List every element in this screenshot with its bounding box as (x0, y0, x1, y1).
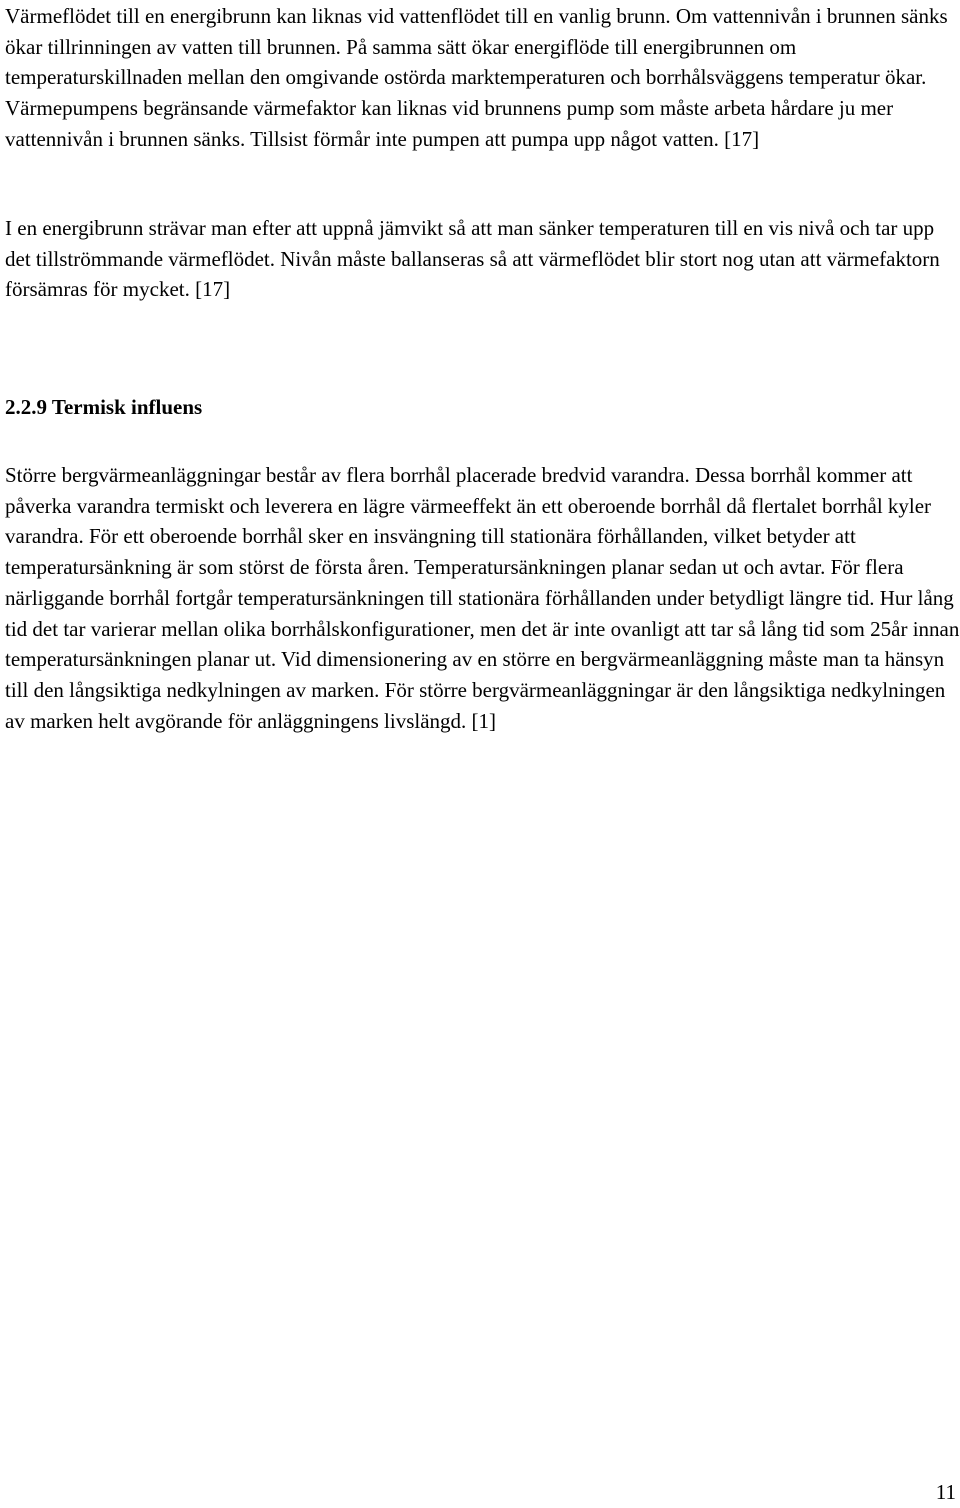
body-paragraph-energy-well: Värmeflödet till en energibrunn kan liknas vid vattenflödet till en vanlig brunn. Om vattennivån i brunnen sänks ökar tillrinningen av vatten till brunnen. På samma sätt ökar energiflöde till energibrunnen om temperaturskillnaden mellan den omgivande ostörda marktemperaturen och borrhålsväggens temperatur ökar. Värmepumpens begränsande värmefaktor kan liknas vid brunnens pump som måste arbeta hårdare ju mer vattennivån i brunnen sänks. Tillsist förmår inte pumpen att pumpa upp något vatten. [17] (5, 4, 948, 151)
section-heading: 2.2.9 Termisk influens (5, 395, 203, 419)
body-paragraph-equilibrium: I en energibrunn strävar man efter att uppnå jämvikt så att man sänker temperaturen till en vis nivå och tar upp det tillströmmande värmeflödet. Nivån måste ballanseras så att värmeflödet blir stort nog utan att värmefaktorn försämras för mycket. [17] (5, 216, 940, 302)
page-number: 11 (935, 1480, 956, 1504)
body-paragraph-thermal-influence: Större bergvärmeanläggningar består av flera borrhål placerade bredvid varandra. Dessa borrhål kommer att påverka varandra termiskt och leverera en lägre värmeeffekt än ett oberoende borrhål då flertalet borrhål kyler varandra. För ett oberoende borrhål sker en insvängning till stationära förhållanden, vilket betyder att temperatursänkning är som störst de första åren. Temperatursänkningen planar sedan ut och avtar. För flera närliggande borrhål fortgår temperatursänkningen till stationära förhållanden under betydligt längre tid. Hur lång tid det tar varierar mellan olika borrhålskonfigurationer, men det är inte ovanligt att tar så lång tid som 25år innan temperatursänkningen planar ut. Vid dimensionering av en större en bergvärmeanläggning måste man ta hänsyn till den långsiktiga nedkylningen av marken. För större bergvärmeanläggningar är den långsiktiga nedkylningen av marken helt avgörande för anläggningens livslängd. [1] (5, 463, 960, 733)
